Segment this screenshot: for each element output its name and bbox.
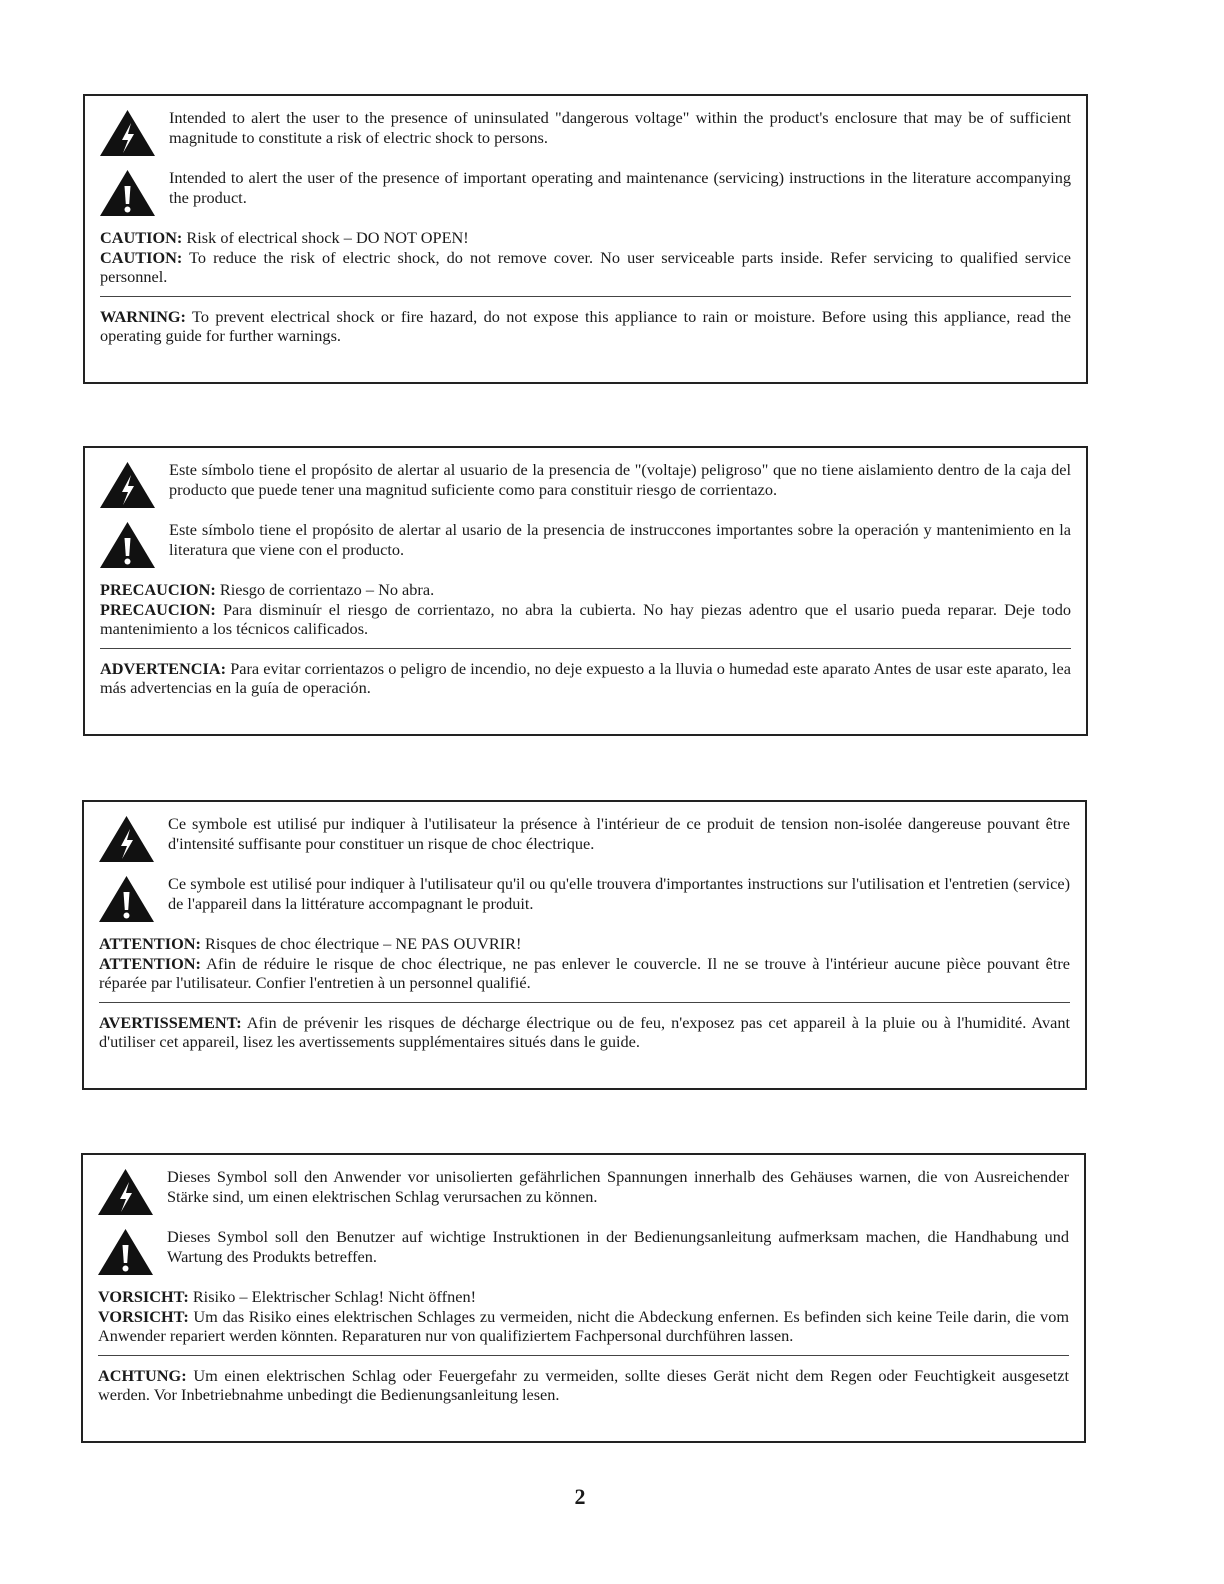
caution-text: Para disminuír el riesgo de corrientazo, no abra la cubierta. No hay piezas adentro que el usario pueda reparar. Deje todo mantenimiento a los técnicos calificados. [100,599,1071,638]
instructions-symbol-text: Intended to alert the user of the presence of important operating and maintenance (servicing) instructions in the literature accompanying the product. [169,168,1071,207]
caution-label: CAUTION: [100,247,183,267]
caution-block [100,580,1071,649]
caution-line-2 [99,954,1070,993]
caution-label: VORSICHT: [98,1287,189,1306]
caution-text: Risques de choc électrique – NE PAS OUVRIR! [200,934,522,953]
caution-text: To reduce the risk of electric shock, do not remove cover. No user serviceable parts inside. Refer servicing to qualified service personnel. [100,247,1071,286]
instructions-symbol-text: Este símbolo tiene el propósito de alertar al usario de la presencia de instruccones importantes sobre la operación y mantenimiento en la literatura que viene con el producto. [169,520,1071,559]
voltage-symbol-text: Ce symbole est utilisé pur indiquer à l'utilisateur la présence à l'intérieur de ce produit de tension non-isolée dangereuse pouvant être d'intensité suffisante pour constituer un risque de choc électrique. [168,814,1070,853]
warning-text: Um einen elektrischen Schlag oder Feuergefahr zu vermeiden, sollte dieses Gerät nicht dem Regen oder Feuchtigkeit ausgesetzt werden. Vor Inbetriebnahme unbedingt die Bedienungsanleitung lesen. [98,1365,1069,1404]
voltage-symbol-row [98,1167,1069,1215]
caution-label: CAUTION: [100,228,183,247]
caution-label: ATTENTION: [99,934,201,953]
voltage-symbol-row [100,460,1071,508]
instructions-symbol-row [100,520,1071,568]
caution-label: PRECAUCION: [100,599,216,619]
caution-line-1 [100,228,1071,248]
caution-line-2 [100,248,1071,287]
exclamation-warning-icon [100,170,155,216]
safety-box-german [81,1153,1086,1443]
warning-block [98,1366,1069,1405]
instructions-symbol-row [100,168,1071,216]
caution-label: PRECAUCION: [100,580,216,599]
warning-block [99,1013,1070,1052]
instructions-symbol-row [98,1227,1069,1275]
instructions-symbol-text: Ce symbole est utilisé pour indiquer à l'utilisateur qu'il ou qu'elle trouvera d'importantes instructions sur l'utilisation et l'entretien (service) de l'appareil dans la littérature accompagnant le produit. [168,874,1070,913]
lightning-warning-icon [99,816,154,862]
caution-text: Afin de réduire le risque de choc électrique, ne pas enlever le couvercle. Il ne se trouve à l'intérieur aucune pièce pouvant être réparée par l'utilisateur. Confier l'entretien à un personnel qualifié. [99,953,1070,992]
instructions-symbol-row [99,874,1070,922]
caution-line-2 [98,1307,1069,1346]
exclamation-warning-icon [99,876,154,922]
lightning-warning-icon [100,462,155,508]
caution-text: Risiko – Elektrischer Schlag! Nicht öffnen! [188,1287,477,1306]
voltage-symbol-text: Este símbolo tiene el propósito de alertar al usuario de la presencia de "(voltaje) peligroso" que no tiene aislamiento dentro de la caja del producto que puede tener una magnitud suficiente como para constituir riesgo de corrientazo. [169,460,1071,499]
lightning-warning-icon [100,110,155,156]
caution-block [99,934,1070,1003]
voltage-symbol-text: Intended to alert the user to the presence of uninsulated "dangerous voltage" within the product's enclosure that may be of sufficient magnitude to constitute a risk of electric shock to persons. [169,108,1071,147]
instructions-symbol-text: Dieses Symbol soll den Benutzer auf wichtige Instruktionen in der Bedienungsanleitung aufmerksam machen, die Handhabung und Wartung des Produkts betreffen. [167,1227,1069,1266]
warning-text: To prevent electrical shock or fire hazard, do not expose this appliance to rain or moisture. Before using this appliance, read the operating guide for further warnings. [100,306,1071,345]
page-number: 2 [574,1484,586,1509]
caution-text: Risk of electrical shock – DO NOT OPEN! [182,228,469,247]
warning-label: AVERTISSEMENT: [99,1012,242,1032]
warning-label: ADVERTENCIA: [100,658,227,678]
voltage-symbol-row [100,108,1071,156]
safety-box-french [82,800,1087,1090]
caution-line-2 [100,600,1071,639]
exclamation-warning-icon [98,1229,153,1275]
caution-line-1 [98,1287,1069,1307]
warning-block [100,659,1071,698]
warning-block [100,307,1071,346]
caution-text: Um das Risiko eines elektrischen Schlages zu vermeiden, nicht die Abdeckung enfernen. Es befinden sich keine Teile darin, die vom Anwender repariert werden könnten. Reparaturen nur von qualifiziertem Fachpersonal durchführen lassen. [98,1306,1069,1345]
warning-label: WARNING: [100,306,186,326]
caution-line-1 [100,580,1071,600]
warning-label: ACHTUNG: [98,1365,187,1385]
caution-label: ATTENTION: [99,953,201,973]
voltage-symbol-row [99,814,1070,862]
warning-text: Para evitar corrientazos o peligro de incendio, no deje expuesto a la lluvia o humedad este aparato Antes de usar este aparato, lea más advertencias en la guía de operación. [100,658,1071,697]
caution-label: VORSICHT: [98,1306,189,1326]
caution-block [100,228,1071,297]
warning-text: Afin de prévenir les risques de décharge électrique ou de feu, n'exposez pas cet appareil à la pluie ou à l'humidité. Avant d'utiliser cet appareil, lisez les avertissements supplémentaires situés dans le guide. [99,1012,1070,1051]
safety-box-spanish [83,446,1088,736]
caution-line-1 [99,934,1070,954]
lightning-warning-icon [98,1169,153,1215]
caution-block [98,1287,1069,1356]
caution-text: Riesgo de corrientazo – No abra. [215,580,435,599]
voltage-symbol-text: Dieses Symbol soll den Anwender vor unisolierten gefährlichen Spannungen innerhalb des Gehäuses warnen, die von Ausreichender Stärke sind, um einen elektrischen Schlag verursachen zu können. [167,1167,1069,1206]
safety-box-english [83,94,1088,384]
exclamation-warning-icon [100,522,155,568]
